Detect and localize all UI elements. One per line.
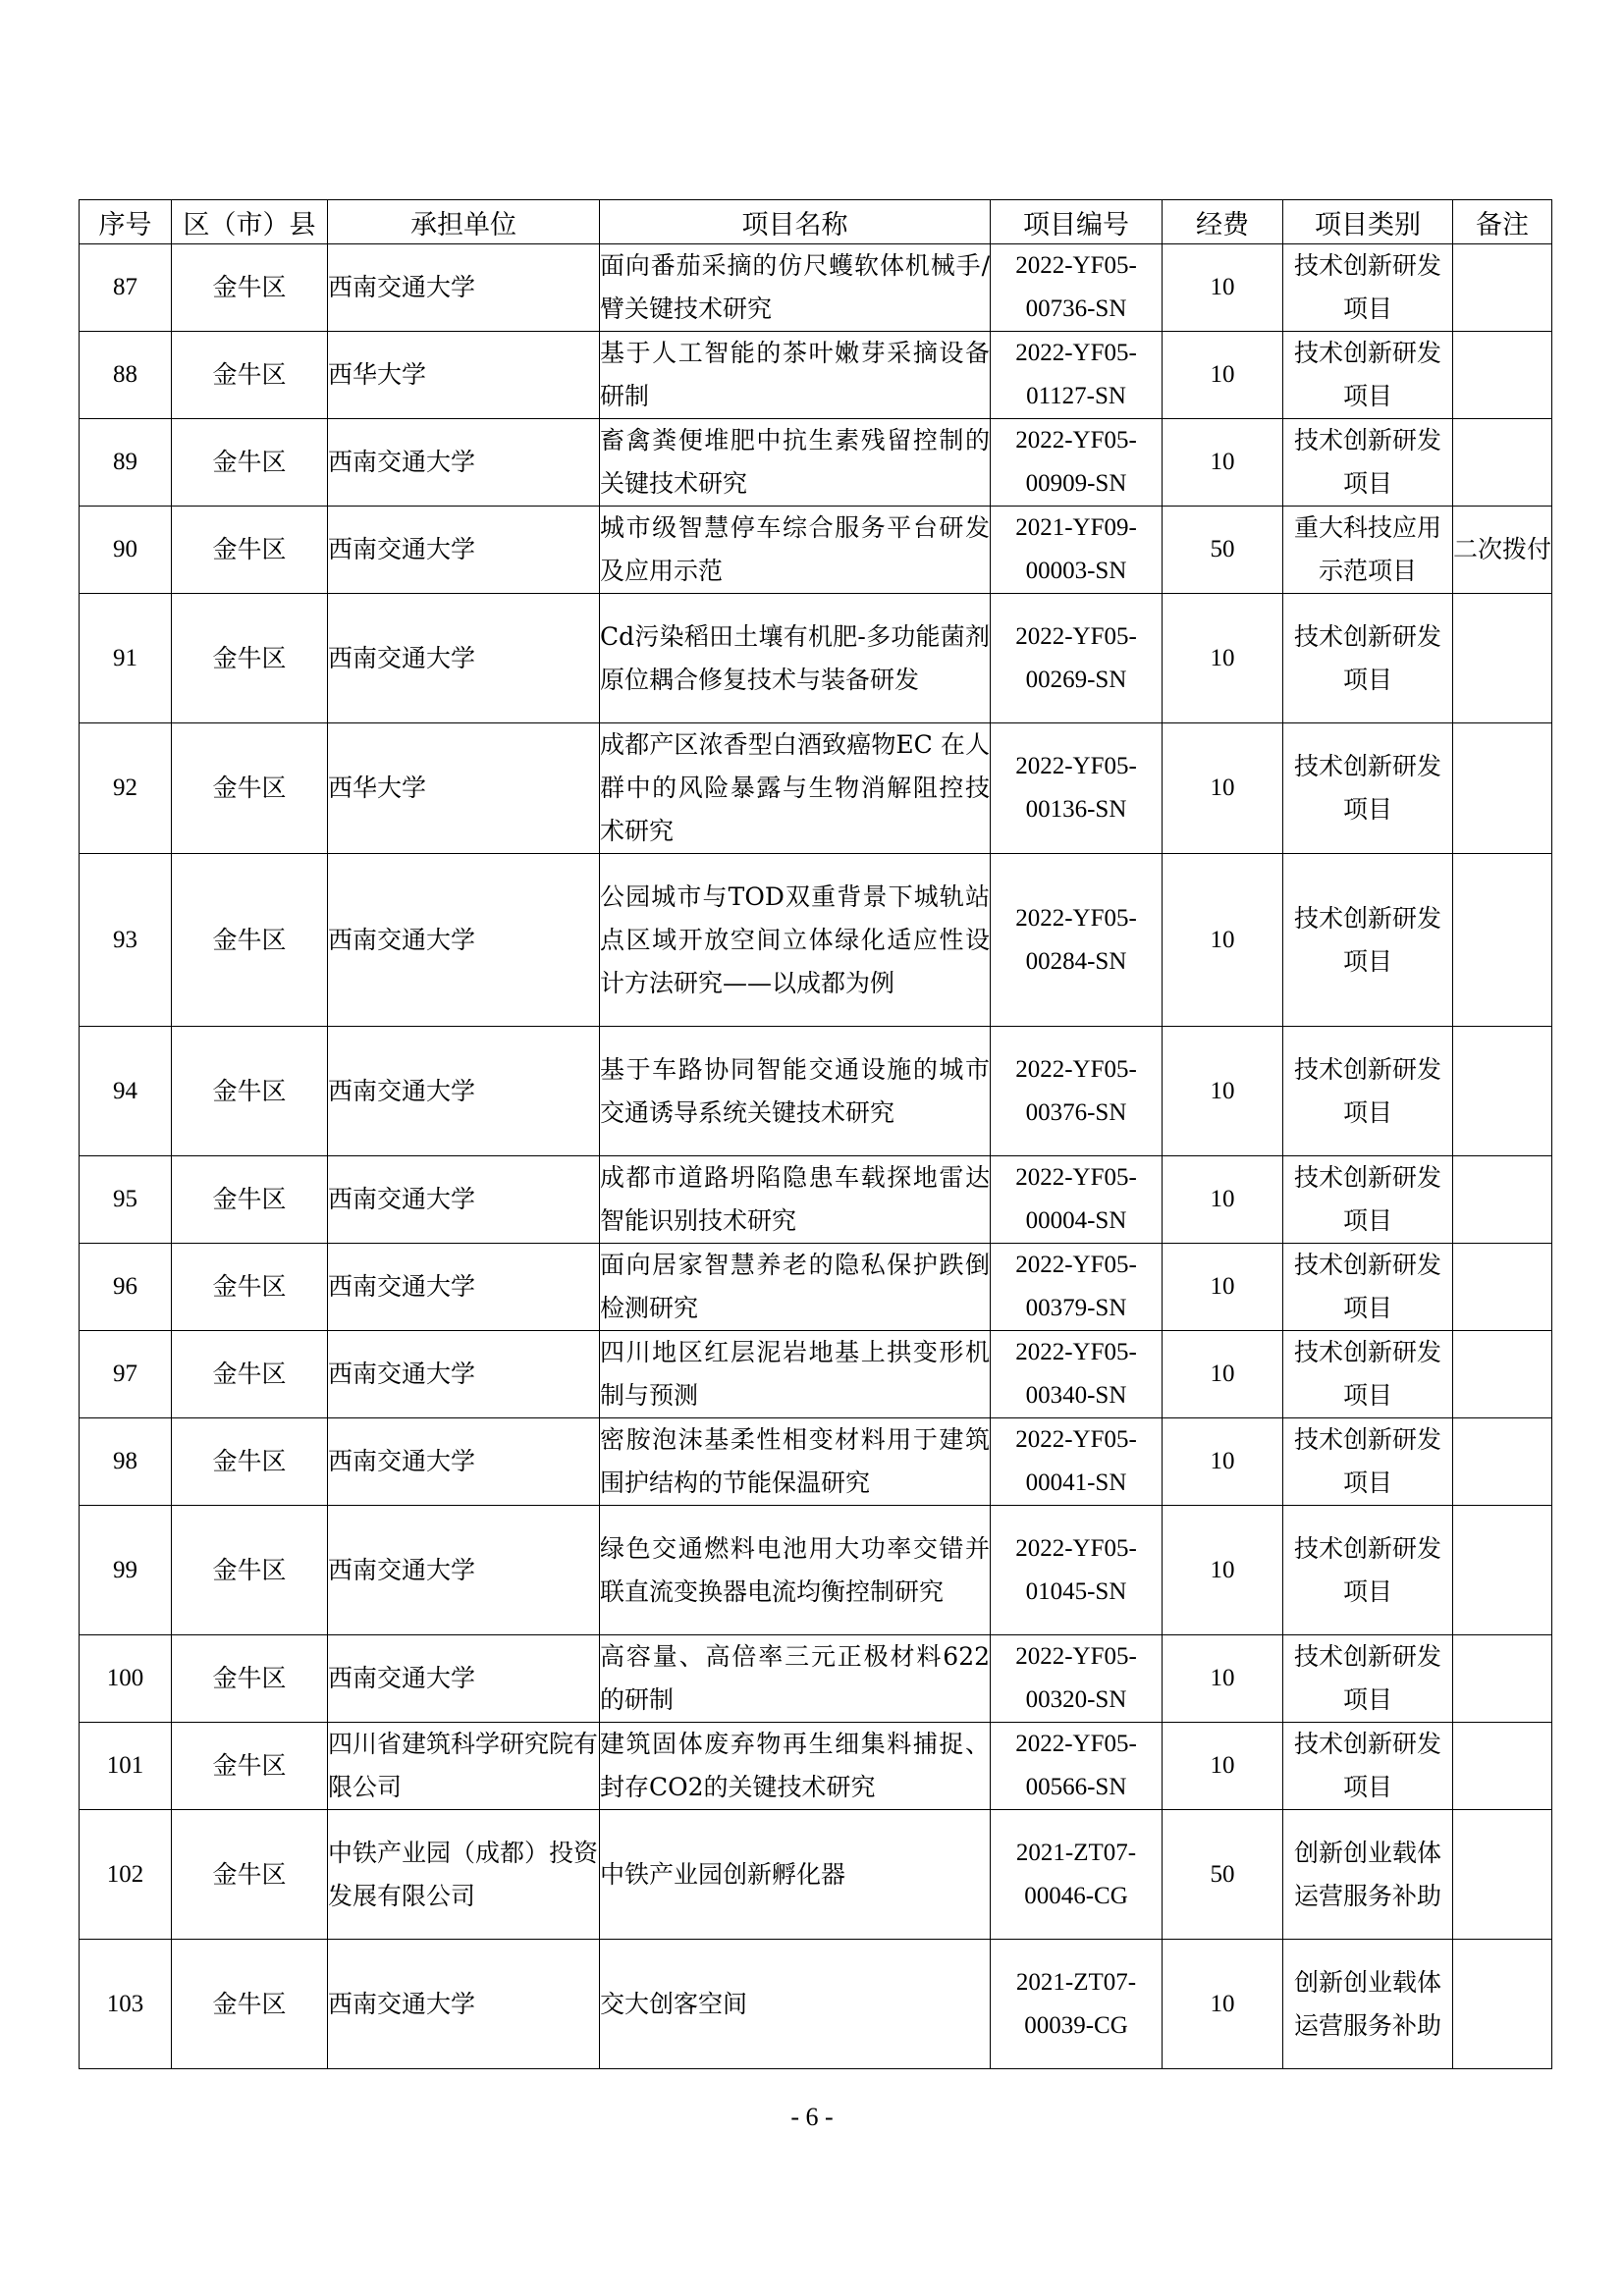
table-row [80,594,1552,723]
table-row [80,1244,1552,1331]
district-cell: 金牛区 [172,1244,328,1331]
project-code-cell: 2022-YF05- 00379-SN [991,1244,1163,1331]
category-cell: 重大科技应用示范项目 [1283,507,1453,594]
district-cell: 金牛区 [172,1156,328,1244]
project-name-cell: 绿色交通燃料电池用大功率交错并联直流变换器电流均衡控制研究 [600,1506,991,1635]
funding-cell: 50 [1163,1810,1283,1940]
project-code-cell: 2022-YF05- 01045-SN [991,1506,1163,1635]
row-number: 102 [80,1810,172,1940]
funding-cell: 10 [1163,854,1283,1027]
project-code-cell: 2022-YF05- 00909-SN [991,419,1163,507]
district-cell: 金牛区 [172,1506,328,1635]
funding-cell: 10 [1163,419,1283,507]
category-cell: 技术创新研发项目 [1283,244,1453,332]
unit-cell: 西南交通大学 [328,1940,600,2069]
project-code-cell: 2022-YF05- 00004-SN [991,1156,1163,1244]
remark-cell [1453,1156,1552,1244]
unit-cell: 西南交通大学 [328,1027,600,1156]
project-code-cell: 2021-YF09- 00003-SN [991,507,1163,594]
project-name-cell: 畜禽粪便堆肥中抗生素残留控制的关键技术研究 [600,419,991,507]
project-code-cell: 2022-YF05- 00041-SN [991,1418,1163,1506]
row-number: 95 [80,1156,172,1244]
district-cell: 金牛区 [172,1810,328,1940]
funding-cell: 10 [1163,244,1283,332]
district-cell: 金牛区 [172,419,328,507]
district-cell: 金牛区 [172,854,328,1027]
unit-cell: 西南交通大学 [328,1418,600,1506]
category-cell: 创新创业载体运营服务补助 [1283,1940,1453,2069]
project-code-cell: 2022-YF05- 00340-SN [991,1331,1163,1418]
project-name-cell: 面向居家智慧养老的隐私保护跌倒检测研究 [600,1244,991,1331]
remark-cell [1453,1027,1552,1156]
table-row [80,507,1552,594]
page-number: - 6 - [790,2103,834,2131]
unit-cell: 西南交通大学 [328,1156,600,1244]
category-cell: 技术创新研发项目 [1283,1506,1453,1635]
header-cell: 序号 [80,200,172,244]
funding-cell: 10 [1163,1418,1283,1506]
remark-cell [1453,723,1552,854]
unit-cell: 西南交通大学 [328,1244,600,1331]
header-cell: 项目类别 [1283,200,1453,244]
project-name-cell: 公园城市与TOD双重背景下城轨站点区域开放空间立体绿化适应性设计方法研究——以成都为例 [600,854,991,1027]
project-name-cell: 交大创客空间 [600,1940,991,2069]
funding-cell: 50 [1163,507,1283,594]
project-code-cell: 2022-YF05- 00566-SN [991,1723,1163,1810]
funding-cell: 10 [1163,1244,1283,1331]
district-cell: 金牛区 [172,332,328,419]
unit-cell: 西华大学 [328,332,600,419]
funding-cell: 10 [1163,1027,1283,1156]
unit-cell: 西南交通大学 [328,507,600,594]
project-name-cell: 四川地区红层泥岩地基上拱变形机制与预测 [600,1331,991,1418]
category-cell: 技术创新研发项目 [1283,1244,1453,1331]
unit-cell: 西南交通大学 [328,854,600,1027]
row-number: 92 [80,723,172,854]
project-name-cell: 密胺泡沫基柔性相变材料用于建筑围护结构的节能保温研究 [600,1418,991,1506]
category-cell: 技术创新研发项目 [1283,1635,1453,1723]
remark-cell [1453,1418,1552,1506]
row-number: 101 [80,1723,172,1810]
funding-cell: 10 [1163,332,1283,419]
category-cell: 技术创新研发项目 [1283,332,1453,419]
district-cell: 金牛区 [172,1331,328,1418]
district-cell: 金牛区 [172,1027,328,1156]
district-cell: 金牛区 [172,1940,328,2069]
row-number: 88 [80,332,172,419]
funding-cell: 10 [1163,1723,1283,1810]
project-name-cell: 城市级智慧停车综合服务平台研发及应用示范 [600,507,991,594]
project-code-cell: 2022-YF05- 01127-SN [991,332,1163,419]
row-number: 93 [80,854,172,1027]
funding-cell: 10 [1163,1635,1283,1723]
unit-cell: 西南交通大学 [328,1331,600,1418]
table-row [80,332,1552,419]
project-code-cell: 2022-YF05- 00736-SN [991,244,1163,332]
category-cell: 技术创新研发项目 [1283,723,1453,854]
unit-cell: 西南交通大学 [328,419,600,507]
district-cell: 金牛区 [172,1723,328,1810]
category-cell: 技术创新研发项目 [1283,1331,1453,1418]
project-code-cell: 2021-ZT07- 00046-CG [991,1810,1163,1940]
table-row [80,1810,1552,1940]
remark-cell [1453,332,1552,419]
remark-cell [1453,1723,1552,1810]
funding-cell: 10 [1163,1940,1283,2069]
project-code-cell: 2022-YF05- 00269-SN [991,594,1163,723]
table-row [80,1331,1552,1418]
remark-cell [1453,244,1552,332]
district-cell: 金牛区 [172,723,328,854]
remark-cell: 二次拨付 [1453,507,1552,594]
row-number: 97 [80,1331,172,1418]
row-number: 96 [80,1244,172,1331]
project-name-cell: Cd污染稻田土壤有机肥-多功能菌剂原位耦合修复技术与装备研发 [600,594,991,723]
row-number: 89 [80,419,172,507]
funding-cell: 10 [1163,594,1283,723]
remark-cell [1453,854,1552,1027]
row-number: 91 [80,594,172,723]
category-cell: 技术创新研发项目 [1283,1723,1453,1810]
project-name-cell: 基于车路协同智能交通设施的城市交通诱导系统关键技术研究 [600,1027,991,1156]
unit-cell: 四川省建筑科学研究院有限公司 [328,1723,600,1810]
table-row [80,1156,1552,1244]
row-number: 99 [80,1506,172,1635]
header-cell: 区（市）县 [172,200,328,244]
category-cell: 技术创新研发项目 [1283,1418,1453,1506]
row-number: 90 [80,507,172,594]
table-header-row [80,200,1552,244]
table-row [80,1723,1552,1810]
district-cell: 金牛区 [172,1418,328,1506]
header-cell: 备注 [1453,200,1552,244]
project-name-cell: 中铁产业园创新孵化器 [600,1810,991,1940]
table-row [80,1506,1552,1635]
project-name-cell: 成都市道路坍陷隐患车载探地雷达智能识别技术研究 [600,1156,991,1244]
row-number: 100 [80,1635,172,1723]
funding-cell: 10 [1163,1156,1283,1244]
unit-cell: 西南交通大学 [328,1506,600,1635]
table-row [80,419,1552,507]
unit-cell: 西华大学 [328,723,600,854]
table-row [80,723,1552,854]
project-code-cell: 2021-ZT07- 00039-CG [991,1940,1163,2069]
district-cell: 金牛区 [172,244,328,332]
remark-cell [1453,1331,1552,1418]
table-row [80,1027,1552,1156]
funding-cell: 10 [1163,723,1283,854]
header-cell: 项目名称 [600,200,991,244]
remark-cell [1453,594,1552,723]
category-cell: 技术创新研发项目 [1283,419,1453,507]
header-cell: 项目编号 [991,200,1163,244]
project-code-cell: 2022-YF05- 00320-SN [991,1635,1163,1723]
table-row [80,1940,1552,2069]
remark-cell [1453,419,1552,507]
table-row [80,244,1552,332]
project-name-cell: 建筑固体废弃物再生细集料捕捉、封存CO2的关键技术研究 [600,1723,991,1810]
project-name-cell: 基于人工智能的茶叶嫩芽采摘设备研制 [600,332,991,419]
project-code-cell: 2022-YF05- 00376-SN [991,1027,1163,1156]
funding-cell: 10 [1163,1506,1283,1635]
district-cell: 金牛区 [172,1635,328,1723]
unit-cell: 中铁产业园（成都）投资发展有限公司 [328,1810,600,1940]
table-row [80,1635,1552,1723]
district-cell: 金牛区 [172,507,328,594]
remark-cell [1453,1635,1552,1723]
row-number: 87 [80,244,172,332]
header-cell: 承担单位 [328,200,600,244]
remark-cell [1453,1244,1552,1331]
unit-cell: 西南交通大学 [328,594,600,723]
header-cell: 经费 [1163,200,1283,244]
remark-cell [1453,1506,1552,1635]
category-cell: 技术创新研发项目 [1283,1027,1453,1156]
row-number: 94 [80,1027,172,1156]
funding-cell: 10 [1163,1331,1283,1418]
district-cell: 金牛区 [172,594,328,723]
remark-cell [1453,1940,1552,2069]
category-cell: 技术创新研发项目 [1283,854,1453,1027]
unit-cell: 西南交通大学 [328,244,600,332]
project-code-cell: 2022-YF05- 00284-SN [991,854,1163,1027]
project-code-cell: 2022-YF05- 00136-SN [991,723,1163,854]
row-number: 98 [80,1418,172,1506]
unit-cell: 西南交通大学 [328,1635,600,1723]
table-row [80,854,1552,1027]
category-cell: 创新创业载体运营服务补助 [1283,1810,1453,1940]
category-cell: 技术创新研发项目 [1283,594,1453,723]
project-name-cell: 面向番茄采摘的仿尺蠖软体机械手/臂关键技术研究 [600,244,991,332]
table-row [80,1418,1552,1506]
project-name-cell: 高容量、高倍率三元正极材料622的研制 [600,1635,991,1723]
project-table [79,199,1552,2069]
row-number: 103 [80,1940,172,2069]
category-cell: 技术创新研发项目 [1283,1156,1453,1244]
remark-cell [1453,1810,1552,1940]
project-name-cell: 成都产区浓香型白酒致癌物EC 在人群中的风险暴露与生物消解阻控技术研究 [600,723,991,854]
